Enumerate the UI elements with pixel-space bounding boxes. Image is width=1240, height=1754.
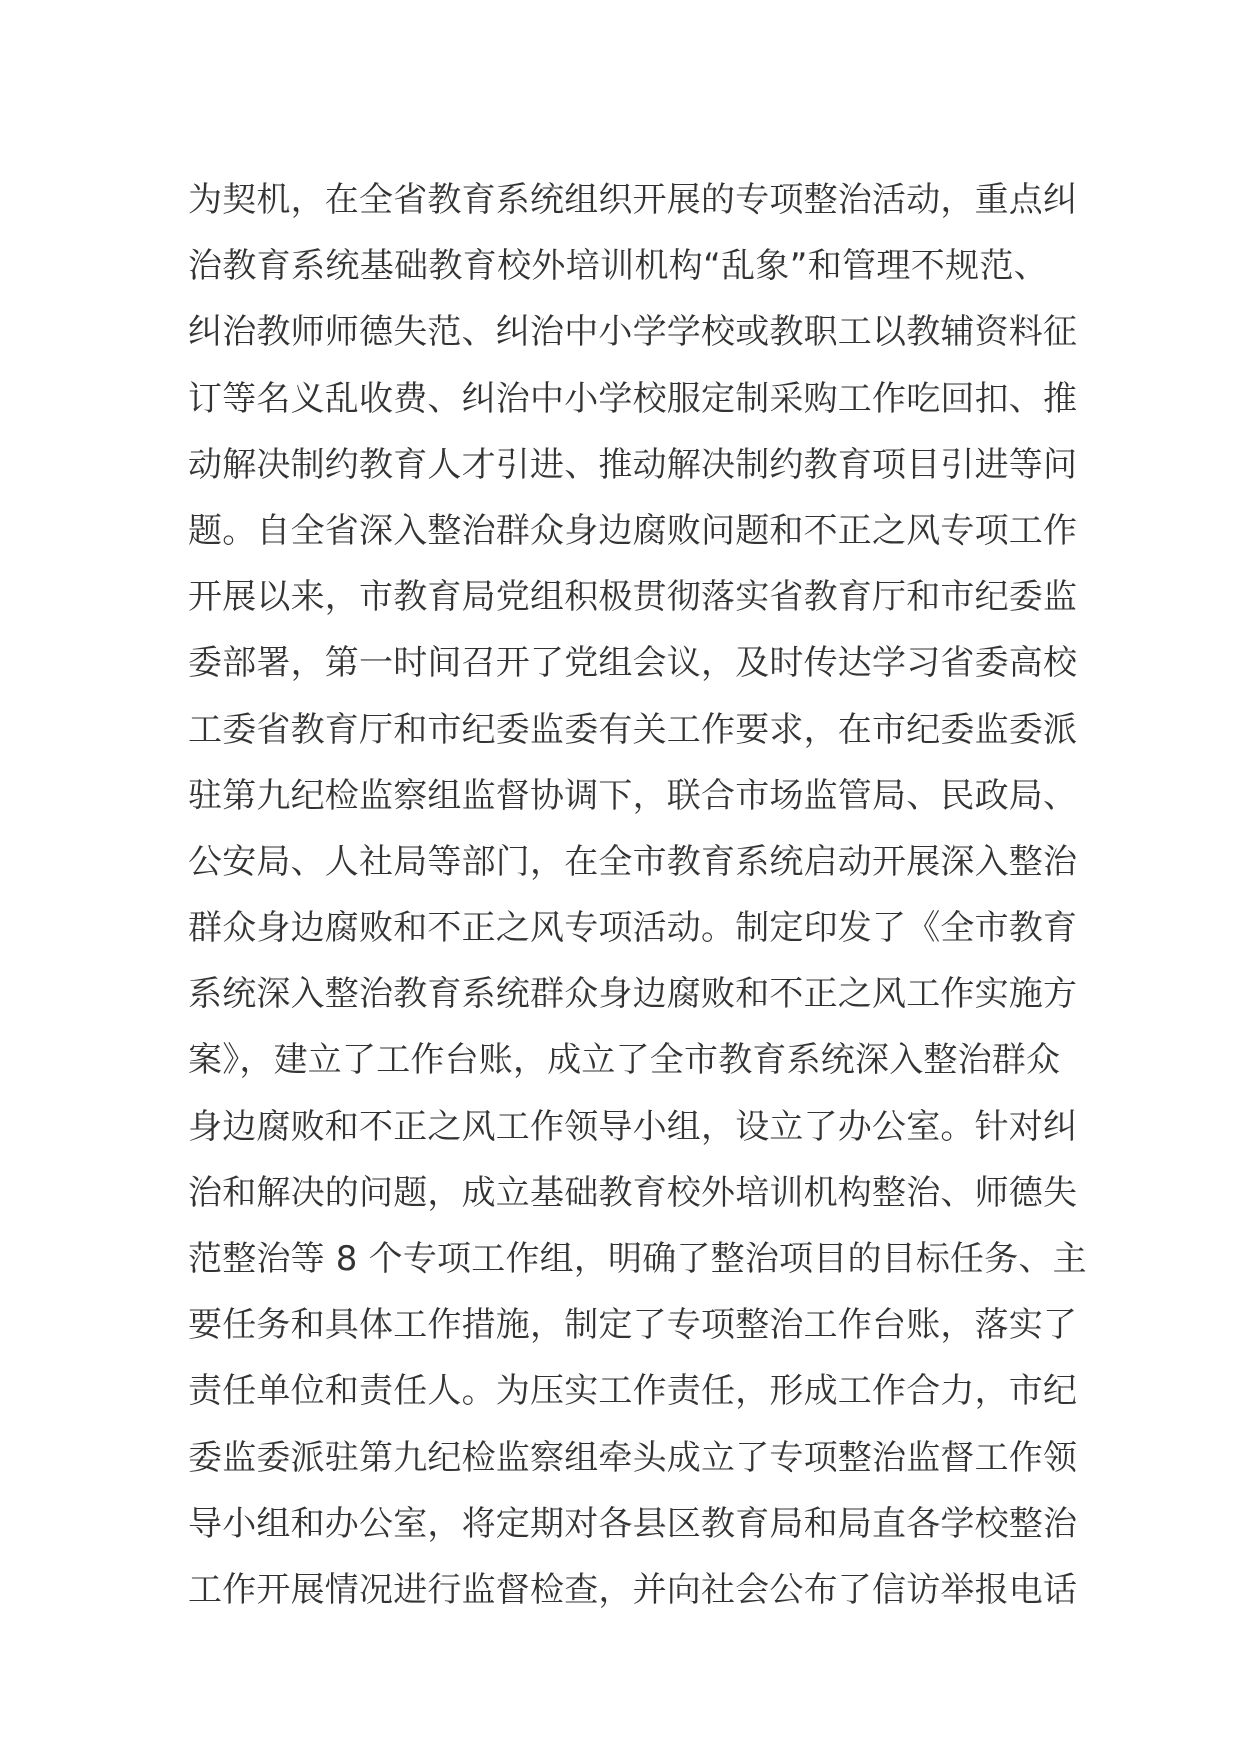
text-line: 群众身边腐败和不正之风专项活动。制定印发了《全市教育	[188, 908, 1078, 949]
text-line: 导小组和办公室，将定期对各县区教育局和局直各学校整治	[188, 1503, 1078, 1544]
text-line: 公安局、人社局等部门，在全市教育系统启动开展深入整治	[188, 841, 1078, 882]
text-line: 案》，建立了工作台账，成立了全市教育系统深入整治群众	[188, 1040, 1061, 1081]
text-line: 订等名义乱收费、纠治中小学校服定制采购工作吃回扣、推	[188, 378, 1078, 419]
text-line: 工作开展情况进行监督检查，并向社会公布了信访举报电话	[188, 1569, 1078, 1610]
text-line: 题。自全省深入整治群众身边腐败问题和不正之风专项工作	[188, 510, 1078, 551]
text-line: 治和解决的问题，成立基础教育校外培训机构整治、师德失	[188, 1172, 1078, 1213]
text-line: 开展以来，市教育局党组积极贯彻落实省教育厅和市纪委监	[188, 577, 1078, 618]
text-line: 系统深入整治教育系统群众身边腐败和不正之风工作实施方	[188, 974, 1078, 1015]
text-line: 治教育系统基础教育校外培训机构“乱象”和管理不规范、	[188, 246, 1048, 287]
text-line: 要任务和具体工作措施，制定了专项整治工作台账，落实了	[188, 1305, 1078, 1346]
text-line: 范整治等 8 个专项工作组，明确了整治项目的目标任务、主	[188, 1239, 1087, 1279]
text-line: 驻第九纪检监察组监督协调下，联合市场监管局、民政局、	[188, 775, 1078, 816]
text-line: 动解决制约教育人才引进、推动解决制约教育项目引进等问	[188, 444, 1078, 485]
text-line: 为契机，在全省教育系统组织开展的专项整治活动，重点纠	[188, 180, 1078, 220]
text-line: 委监委派驻第九纪检监察组牵头成立了专项整治监督工作领	[188, 1437, 1078, 1478]
text-line: 委部署，第一时间召开了党组会议，及时传达学习省委高校	[188, 643, 1078, 684]
text-line: 工委省教育厅和市纪委监委有关工作要求，在市纪委监委派	[188, 709, 1078, 750]
text-line: 身边腐败和不正之风工作领导小组，设立了办公室。针对纠	[188, 1106, 1078, 1147]
body-paragraph	[188, 167, 1087, 1623]
text-line: 纠治教师师德失范、纠治中小学学校或教职工以教辅资料征	[188, 312, 1078, 353]
text-line: 责任单位和责任人。为压实工作责任，形成工作合力，市纪	[188, 1371, 1078, 1412]
